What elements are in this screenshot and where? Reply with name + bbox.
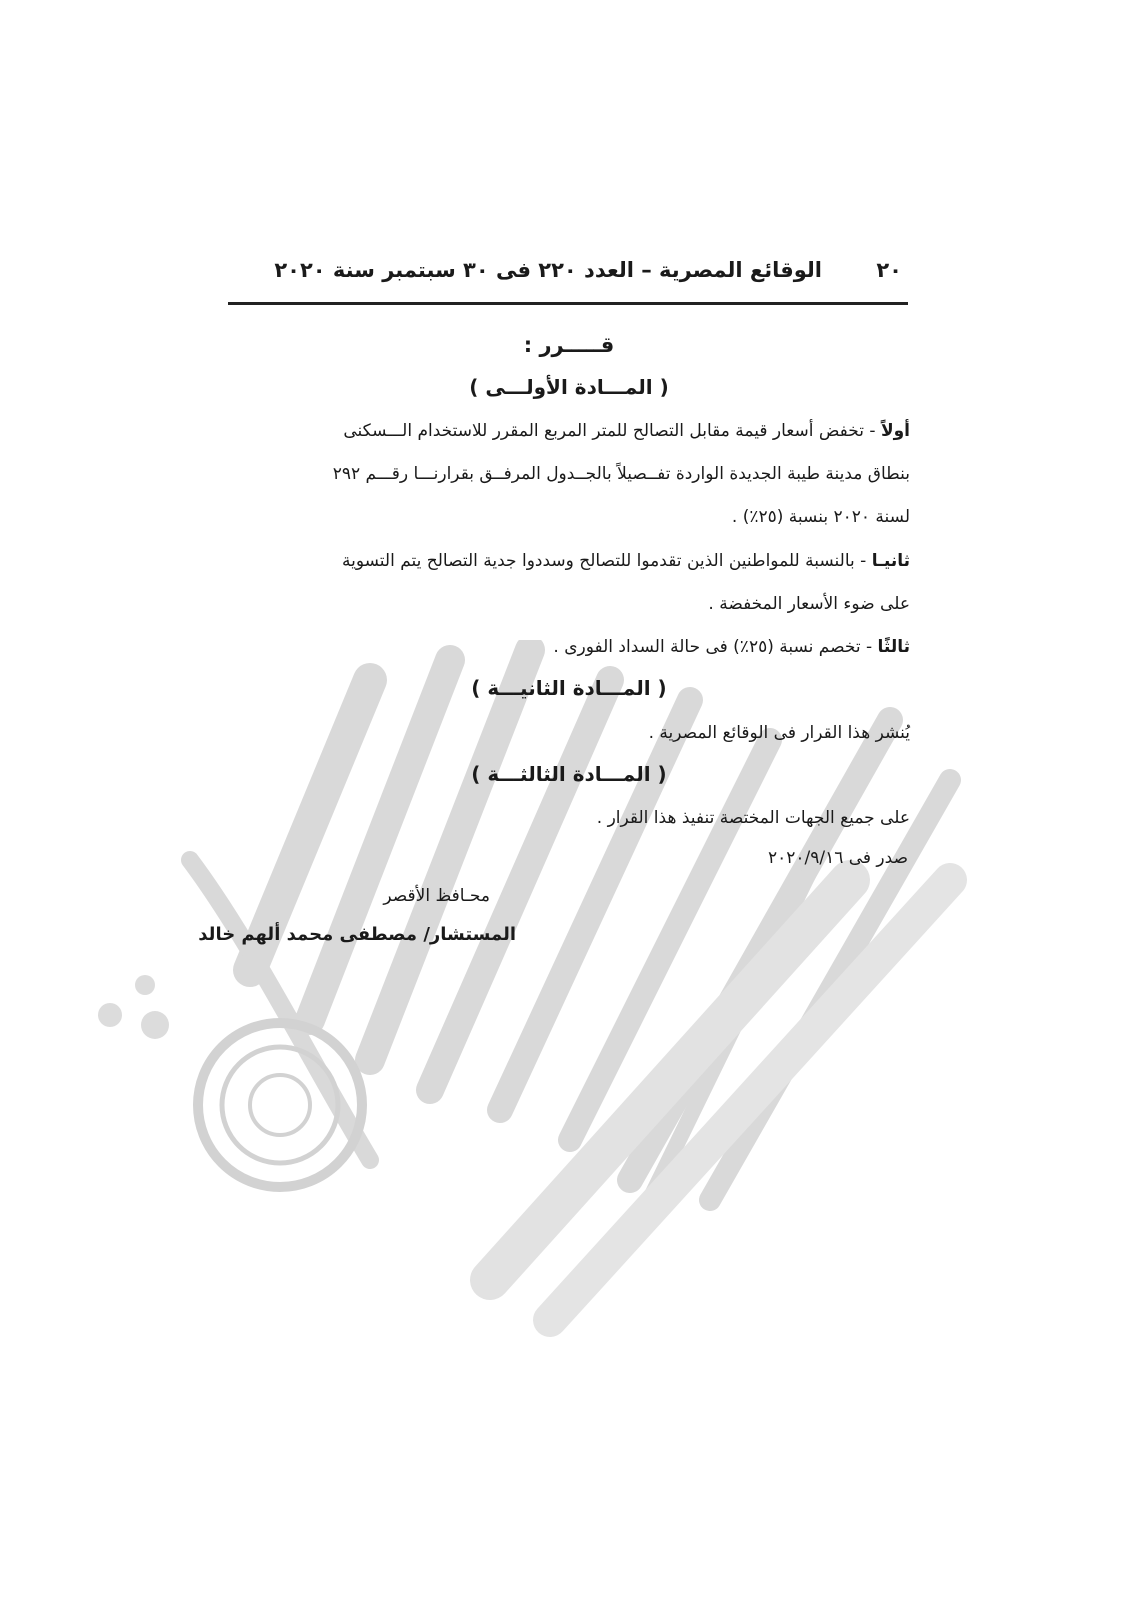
article-2-text: [228, 712, 910, 755]
article-1-first-clause: [228, 410, 910, 539]
clause-text: - تخفض أسعار قيمة مقابل التصالح للمتر المربع المقرر للاستخدام الـــسكنى: [343, 421, 876, 441]
signature-block: [198, 880, 528, 960]
clause-line: [228, 540, 910, 583]
article-1-heading: ( المـــادة الأولـــى ): [469, 375, 669, 399]
clause-lead: أولاً: [880, 421, 910, 441]
signatory-title: محـافظ الأقصر: [383, 886, 490, 906]
clause-line: [228, 626, 910, 669]
signatory-name: المستشار/ مصطفى محمد ألهم خالد: [198, 924, 516, 945]
clause-lead: ثانيـا: [871, 551, 910, 571]
decree-body: [228, 0, 910, 1617]
clause-line: على ضوء الأسعار المخفضة .: [708, 594, 910, 614]
article-3-heading: ( المـــادة الثالثـــة ): [471, 762, 667, 786]
clause-line: بنطاق مدينة طيبة الجديدة الواردة تفــصيلاً بالجــدول المرفــق بقرارنـــا رقـــم ٢٩٢: [332, 464, 910, 484]
clause-lead: ثالثًا: [877, 637, 910, 657]
clause-text: - بالنسبة للمواطنين الذين تقدموا للتصالح وسددوا جدية التصالح يتم التسوية: [341, 551, 867, 571]
article-1-second-clause: [228, 540, 910, 626]
decree-heading: قـــــرر :: [523, 333, 615, 357]
article-1-third-clause: [228, 626, 910, 669]
clause-text: - تخصم نسبة (٢٥٪) فى حالة السداد الفورى .: [553, 637, 873, 657]
clause-line: يُنشر هذا القرار فى الوقائع المصرية .: [648, 723, 910, 743]
page-number: ٢٠: [876, 258, 902, 282]
article-2-heading: ( المـــادة الثانيـــة ): [471, 676, 667, 700]
clause-line: [228, 410, 910, 453]
clause-line: على جميع الجهات المختصة تنفيذ هذا القرار .: [596, 808, 910, 828]
article-3-text: [228, 797, 910, 840]
gazette-issue-title: الوقائع المصرية – العدد ٢٢٠ فى ٣٠ سبتمبر سنة ٢٠٢٠: [274, 258, 822, 282]
issue-date: صدر فى ٢٠٢٠/٩/١٦: [767, 848, 908, 868]
clause-line: لسنة ٢٠٢٠ بنسبة (٢٥٪) .: [731, 507, 910, 527]
